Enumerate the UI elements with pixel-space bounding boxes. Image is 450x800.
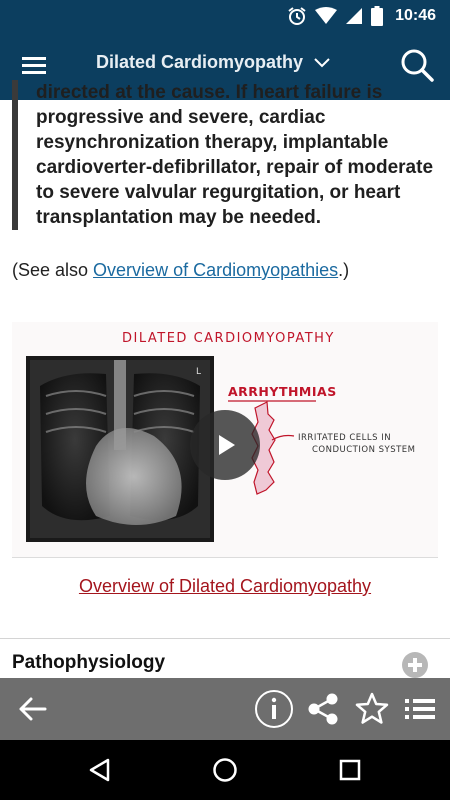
quote-line: resynchronization therapy, implantable [36,132,389,153]
see-also-suffix: .) [338,260,350,280]
system-recents-button[interactable] [334,754,366,786]
section-title-pathophysiology[interactable]: Pathophysiology [12,652,166,673]
quote-line: progressive and severe, cardiac [36,107,326,128]
see-also-text [12,260,349,281]
label-arrhythmias: ARRHYTHMIAS [228,384,337,399]
back-arrow-icon [12,688,54,730]
recents-square-icon [334,754,366,786]
overview-cardiomyopathies-link[interactable]: Overview of Cardiomyopathies [93,260,339,280]
summary-blockquote [12,80,442,230]
status-time: 10:46 [395,7,436,24]
see-also-prefix: (See also [12,260,94,280]
quote-line: to severe valvular regurgitation, or heart [36,182,401,203]
xray-marker: L [196,367,202,377]
video-caption [0,576,450,597]
share-icon [302,688,344,730]
play-button[interactable] [190,410,260,480]
article-content[interactable] [0,82,450,678]
page-title: Dilated Cardiomyopathy [96,52,304,72]
chevron-down-icon [313,57,331,69]
system-nav-bar [0,740,450,800]
play-icon [190,410,260,480]
star-icon [351,688,393,730]
system-back-button[interactable] [84,754,116,786]
list-icon [399,688,441,730]
section-divider [0,638,450,639]
quote-line: cardioverter-defibrillator, repair of moderate [36,157,434,178]
quote-line: transplantation may be needed. [36,207,322,228]
expand-section-button[interactable] [402,652,428,678]
video-thumbnail[interactable] [12,322,438,558]
menu-button[interactable] [18,50,52,82]
annotation-arrow [272,436,294,441]
info-button[interactable] [253,688,295,730]
back-triangle-icon [84,754,116,786]
label-cells-line-2: CONDUCTION SYSTEM [312,445,416,455]
status-bar [0,0,450,32]
status-icons [287,5,436,27]
back-button[interactable] [12,688,54,730]
signal-icon [345,7,363,25]
alarm-icon [287,6,307,26]
video-heading: DILATED CARDIOMYOPATHY [122,331,335,346]
overview-dilated-cardiomyopathy-link[interactable]: Overview of Dilated Cardiomyopathy [78,576,372,596]
battery-icon [371,6,383,26]
system-home-button[interactable] [209,754,241,786]
info-icon [253,688,295,730]
share-button[interactable] [302,688,344,730]
search-icon [398,46,436,84]
table-of-contents-button[interactable] [399,688,441,730]
hamburger-menu-icon [18,50,52,82]
title-dropdown[interactable] [96,52,331,73]
bottom-toolbar [0,678,450,740]
chest-xray-image [26,356,214,542]
plus-icon [402,652,428,678]
wifi-icon [315,7,337,25]
label-cells-line-1: IRRITATED CELLS IN [298,433,392,443]
quote-line: directed at the cause. If heart failure is [36,82,383,103]
favorite-button[interactable] [351,688,393,730]
home-circle-icon [209,754,241,786]
search-button[interactable] [398,46,436,84]
